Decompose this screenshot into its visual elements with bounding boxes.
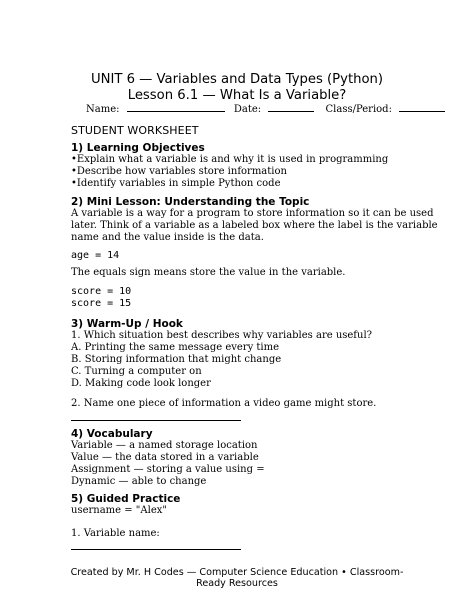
guided-practice-code: username = "Alex" xyxy=(71,505,167,516)
class-blank[interactable] xyxy=(399,111,445,112)
warm-up-question-1: 1. Which situation best describes why variables are useful? xyxy=(71,330,373,341)
lesson-paragraph-line: name and the value inside is the data. xyxy=(71,232,264,243)
name-blank[interactable] xyxy=(127,111,225,112)
code-example-age: age = 14 xyxy=(71,250,120,261)
equals-sign-note: The equals sign means store the value in the variable. xyxy=(71,267,346,278)
objective-item: • Identify variables in simple Python code xyxy=(71,178,281,190)
guided-practice-heading: 5) Guided Practice xyxy=(71,493,181,505)
vocab-item: Value — the data stored in a variable xyxy=(71,452,259,463)
answer-option-b[interactable]: B. Storing information that might change xyxy=(71,354,282,365)
student-info-line xyxy=(86,104,445,115)
name-label: Name: xyxy=(86,104,120,115)
code-example-score: score = 10 xyxy=(71,286,132,297)
objective-item: • Explain what a variable is and why it is used in programming xyxy=(71,154,388,166)
lesson-paragraph-line: A variable is a way for a program to store information so it can be used xyxy=(71,208,434,219)
warm-up-heading: 3) Warm-Up / Hook xyxy=(71,318,183,330)
variable-name-question: 1. Variable name: xyxy=(71,528,160,539)
lesson-title: Lesson 6.1 — What Is a Variable? xyxy=(127,88,347,103)
vocabulary-heading: 4) Vocabulary xyxy=(71,428,153,440)
mini-lesson-heading: 2) Mini Lesson: Understanding the Topic xyxy=(71,196,310,208)
class-label: Class/Period: xyxy=(325,104,392,115)
vocab-item: Assignment — storing a value using = xyxy=(71,464,265,475)
warm-up-question-2: 2. Name one piece of information a video game might store. xyxy=(71,398,377,409)
date-blank[interactable] xyxy=(268,111,314,112)
lesson-paragraph-line: later. Think of a variable as a labeled box where the label is the variable xyxy=(71,220,438,231)
vocab-item: Dynamic — able to change xyxy=(71,476,207,487)
answer-option-c[interactable]: C. Turning a computer on xyxy=(71,366,202,377)
footer-credit: Created by Mr. H Codes — Computer Science Education • Classroom-Ready Resources xyxy=(70,567,404,589)
worksheet-label: STUDENT WORKSHEET xyxy=(71,124,199,137)
answer-option-d[interactable]: D. Making code look longer xyxy=(71,378,211,389)
date-label: Date: xyxy=(233,104,262,115)
code-example-score: score = 15 xyxy=(71,298,132,309)
unit-title: UNIT 6 — Variables and Data Types (Python) xyxy=(90,72,384,87)
answer-option-a[interactable]: A. Printing the same message every time xyxy=(71,342,280,353)
objectives-heading: 1) Learning Objectives xyxy=(71,142,205,154)
objective-item: • Describe how variables store information xyxy=(71,166,287,178)
answer-line[interactable] xyxy=(71,420,241,421)
answer-line[interactable] xyxy=(71,549,241,550)
vocab-item: Variable — a named storage location xyxy=(71,440,258,451)
